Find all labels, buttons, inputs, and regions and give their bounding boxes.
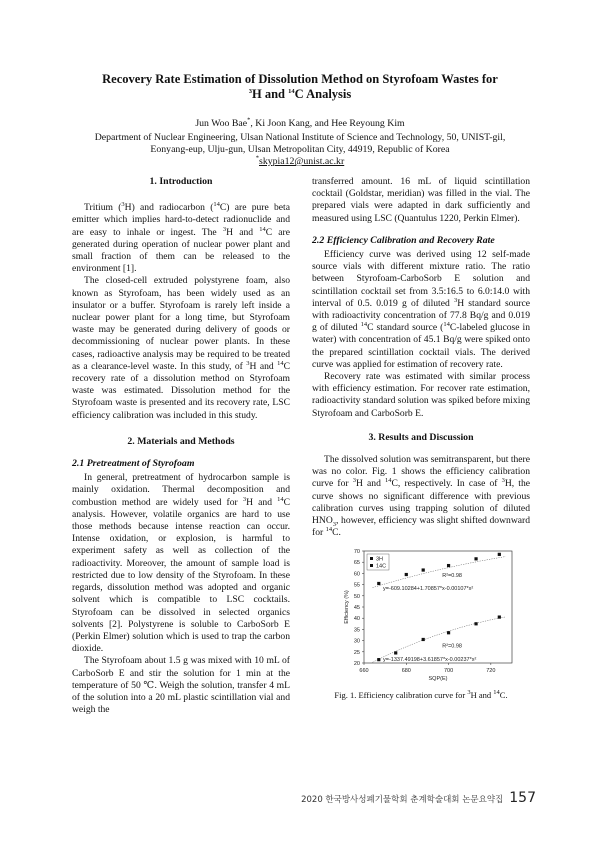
footer-text: 2020 한국방사성폐기물학회 춘계학술대회 논문요약집: [301, 795, 504, 805]
legend-marker-3h: [370, 557, 373, 560]
equation-lower: y=-1337.49198+3.61857*x-0.00237*x²: [383, 657, 477, 664]
y-tick-label: 35: [353, 627, 360, 634]
legend-marker-14c: [370, 564, 373, 567]
y-tick-label: 60: [353, 571, 360, 578]
data-point-14c: [422, 569, 425, 572]
y-tick-label: 25: [353, 650, 360, 657]
chart-svg: [312, 545, 530, 687]
intro-para-1: Tritium ($^3$H) and radiocarbon ($^{14}$C) are pure beta emitter which implies hard-to-detect radionuclide and are easy to inhale or ingest. The $^3$H and $^{14}$C are generated during operation of nuclear power plant and small fraction of them can be released to the environment [1].: [72, 201, 290, 275]
author-names: Jun Woo Bae*, Ki Joon Kang, and Hee Reyoung Kim: [195, 116, 405, 129]
y-tick-label: 65: [353, 560, 360, 567]
x-axis-label: SQP(E): [428, 676, 448, 683]
data-point-3h: [394, 652, 397, 655]
equation-upper: y=-609.10284+1.70857*x-0.00107*x²: [383, 586, 474, 593]
data-point-14c: [447, 564, 450, 567]
x-tick-label: 700: [443, 668, 454, 675]
pretreat-para-3: transferred amount. 16 mL of liquid scintillation cocktail (Goldstar, meridian) was filled in the vial. The prepared vials were adapted in dark sufficiently and measured using LSC (Quantulus 1220, Perkin Elmer).: [312, 176, 530, 224]
y-tick-label: 20: [353, 661, 360, 668]
x-tick-label: 660: [359, 668, 369, 675]
title-line-1: Recovery Rate Estimation of Dissolution Method on Styrofoam Wastes for: [102, 72, 498, 86]
section-materials: 2. Materials and Methods: [127, 435, 235, 447]
y-tick-label: 45: [353, 605, 360, 612]
r2-lower: R²=0.98: [442, 643, 462, 650]
author-block: [40, 118, 560, 168]
y-tick-label: 40: [353, 616, 360, 623]
page-footer: [301, 790, 536, 806]
email[interactable]: *skypia12@unist.ac.kr: [255, 154, 345, 167]
intro-para-2: The closed-cell extruded polystyrene foam, also known as Styrofoam, has been widely used as an insulator or a buffer. Styrofoam is rarely left inside a nuclear power plant for a long time, but Styrofoam waste may be generated during delivery of goods or decommissioning of nuclear power plants. In these cases, radioactive analysis may be required to be treated as a clearance-level waste. In this study, of $^3$H and $^{14}$C recovery rate of a dissolution method on Styrofoam waste was estimated. Dissolution method for the Styrofoam waste is presented and its recovery rate, LSC efficiency calibration was included in this study.: [72, 275, 290, 421]
data-point-14c: [405, 573, 408, 576]
paper-title: Recovery Rate Estimation of Dissolution Method on Styrofoam Wastes for $^3$H and $^{14}$C Analysis: [102, 72, 498, 101]
x-tick-label: 720: [486, 668, 496, 675]
page-number: 157: [509, 790, 536, 806]
results-para-1: The dissolved solution was semitransparent, but there was no color. Fig. 1 shows the efficiency calibration curve for $^3$H and $^{14}$C, respectively. In case of $^3$H, the curve shows no significant difference with previous calibration curves using trapping solution of diluted $HNO_3$, however, efficiency was slight shifted downward for $^{14}$C.: [312, 454, 531, 539]
pretreat-para-2: The Styrofoam about 1.5 g was mixed with 10 mL of CarboSorb E and stir the solution for 1 min at the temperature of 50 ℃. Weigh the solution, transfer 4 mL of the solution into a 20 mL plastic scintillation vial and weigh the: [72, 655, 290, 716]
right-column: [312, 176, 530, 702]
legend-label-3h: 3H: [376, 556, 384, 563]
legend-label-14c: 14C: [376, 563, 387, 570]
y-tick-label: 30: [353, 639, 360, 646]
data-point-3h: [377, 659, 380, 662]
data-point-14c: [498, 553, 501, 556]
data-point-3h: [422, 638, 425, 641]
y-axis-label: Efficiency (%): [344, 590, 350, 625]
x-tick-label: 680: [401, 668, 411, 675]
data-point-14c: [474, 558, 477, 561]
data-point-14c: [377, 582, 380, 585]
section-introduction: 1. Introduction: [149, 176, 213, 187]
section-efficiency: 2.2 Efficiency Calibration and Recovery Rate: [312, 234, 495, 246]
fit-curve-3h: [373, 617, 506, 662]
data-point-3h: [474, 623, 477, 626]
section-pretreatment: 2.1 Pretreatment of Styrofoam: [72, 458, 195, 470]
y-tick-label: 70: [353, 549, 360, 556]
efficiency-para-1: Efficiency curve was derived using 12 self-made source vials with different mixture ratio. The ratio between Styrofoam-CarboSorb E solution and scintillation cocktail set from 3.5:16.5 to 6.0:14.0 with interval of 0.5. 0.019 g of diluted $^3$H standard source with radioactivity concentration of 77.8 Bq/g and 0.019 g of diluted $^{14}$C standard source ($^{14}$C-labeled glucose in water) with concentration of 45.1 Bq/g were spiked onto the prepared scintillation cocktail vials. The derived curve was applied for estimation of recovery rate.: [312, 249, 531, 370]
r2-upper: R²=0.98: [442, 573, 462, 580]
section-results: 3. Results and Discussion: [368, 431, 474, 443]
fit-curve-14c: [373, 557, 506, 588]
y-tick-label: 55: [353, 583, 360, 590]
figure-caption: Fig. 1. Efficiency calibration curve for $^3$H and $^{14}$C.: [334, 689, 508, 701]
affiliation: Department of Nuclear Engineering, Ulsan National Institute of Science and Technology, 50, UNIST-gil, Eonyang-eup, Ulju-gun, Ulsan Metropolitan City, 44919, Republic of Korea: [94, 132, 506, 155]
data-point-3h: [447, 632, 450, 635]
efficiency-para-2: Recovery rate was estimated with similar process with efficiency estimation. For recover rate estimation, radioactivity standard solution was spiked before mixing Styrofoam and CarboSorb E.: [312, 371, 530, 419]
y-tick-label: 50: [353, 594, 360, 601]
pretreat-para-1: In general, pretreatment of hydrocarbon sample is mainly oxidation. Thermal decomposition and combustion method are widely used for $^3$H and $^{14}$C analysis. However, volatile organics are hard to use those methods because intense reaction can occur. Intense oxidation, or explosion, is harmful to experiment safety as well as collection of the radioactivity. Moreover, the amount of sample load is restricted due to low density of the Styrofoam. In these regards, dissolution method was adopted and organic solvent which is compatible to LSC cocktails. Styrofoam can be dissolved in selected organics solvents [2]. Polystyrene is soluble to CarboSorb E (Perkin Elmer) solution which is used to trap the carbon dioxide.: [72, 472, 291, 655]
data-point-3h: [498, 616, 501, 619]
efficiency-chart: [312, 545, 530, 687]
left-column: [72, 176, 290, 716]
